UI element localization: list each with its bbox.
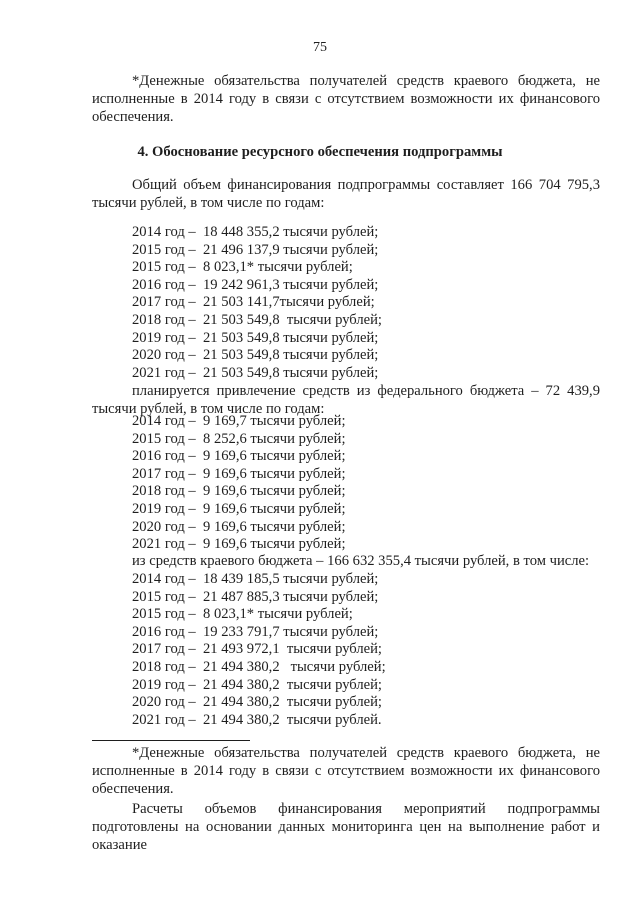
list-item: 2015 год – 8 023,1* тысячи рублей; bbox=[132, 259, 353, 276]
list-item: 2021 год – 9 169,6 тысячи рублей; bbox=[132, 536, 346, 553]
page-number: 75 bbox=[313, 40, 327, 55]
regional-intro: из средств краевого бюджета – 166 632 355,4 тысячи рублей, в том числе: bbox=[132, 553, 590, 569]
list-item: 2020 год – 9 169,6 тысячи рублей; bbox=[132, 518, 346, 535]
list-item: 2016 год – 19 242 961,3 тысячи рублей; bbox=[132, 276, 379, 293]
list-item: 2015 год – 21 496 137,9 тысячи рублей; bbox=[132, 241, 379, 258]
list-item: 2018 год – 21 503 549,8 тысячи рублей; bbox=[132, 311, 382, 328]
list-item: 2020 год – 21 494 380,2 тысячи рублей; bbox=[132, 694, 382, 711]
list-item: 2017 год – 21 493 972,1 тысячи рублей; bbox=[132, 641, 382, 658]
total-funding-list bbox=[132, 224, 382, 382]
list-item: 2015 год – 21 487 885,3 тысячи рублей; bbox=[132, 588, 379, 605]
list-item: 2016 год – 19 233 791,7 тысячи рублей; bbox=[132, 623, 379, 640]
list-item: 2019 год – 9 169,6 тысячи рублей; bbox=[132, 500, 346, 517]
list-item: 2021 год – 21 503 549,8 тысячи рублей; bbox=[132, 364, 379, 381]
list-item: 2019 год – 21 494 380,2 тысячи рублей; bbox=[132, 676, 382, 693]
list-item: 2017 год – 21 503 141,7тысячи рублей; bbox=[132, 294, 375, 311]
section-heading: 4. Обоснование ресурсного обеспечения подпрограммы bbox=[137, 144, 503, 160]
list-item: 2021 год – 21 494 380,2 тысячи рублей. bbox=[132, 711, 382, 728]
regional-funding-list bbox=[132, 571, 386, 729]
list-item: 2014 год – 18 439 185,5 тысячи рублей; bbox=[132, 571, 379, 587]
list-item: 2018 год – 9 169,6 тысячи рублей; bbox=[132, 483, 346, 500]
list-item: 2014 год – 9 169,7 тысячи рублей; bbox=[132, 413, 346, 429]
list-item: 2020 год – 21 503 549,8 тысячи рублей; bbox=[132, 347, 379, 364]
list-item: 2017 год – 9 169,6 тысячи рублей; bbox=[132, 465, 346, 482]
list-item: 2014 год – 18 448 355,2 тысячи рублей; bbox=[132, 224, 379, 240]
closing-paragraph: Расчеты объемов финансирования мероприятий подпрограммы подготовлены на основании данных мониторинга цен на выполнение работ и оказание bbox=[92, 801, 600, 853]
footnote-divider bbox=[92, 740, 250, 741]
footnote: *Денежные обязательства получателей средств краевого бюджета, не исполненные в 2014 году в связи с отсутствием возможности их финансового обеспечения. bbox=[92, 745, 600, 797]
federal-funding-list bbox=[132, 413, 346, 554]
list-item: 2019 год – 21 503 549,8 тысячи рублей; bbox=[132, 329, 379, 346]
list-item: 2015 год – 8 252,6 тысячи рублей; bbox=[132, 430, 346, 447]
federal-intro: планируется привлечение средств из федерального бюджета – 72 439,9 тысячи рублей, в том числе по годам: bbox=[92, 383, 600, 417]
top-footnote: *Денежные обязательства получателей средств краевого бюджета, не исполненные в 2014 году в связи с отсутствием возможности их финансового обеспечения. bbox=[92, 73, 600, 125]
list-item: 2018 год – 21 494 380,2 тысячи рублей; bbox=[132, 658, 386, 675]
funding-intro: Общий объем финансирования подпрограммы составляет 166 704 795,3 тысячи рублей, в том числе по годам: bbox=[92, 177, 600, 211]
list-item: 2016 год – 9 169,6 тысячи рублей; bbox=[132, 448, 346, 465]
list-item: 2015 год – 8 023,1* тысячи рублей; bbox=[132, 606, 353, 623]
